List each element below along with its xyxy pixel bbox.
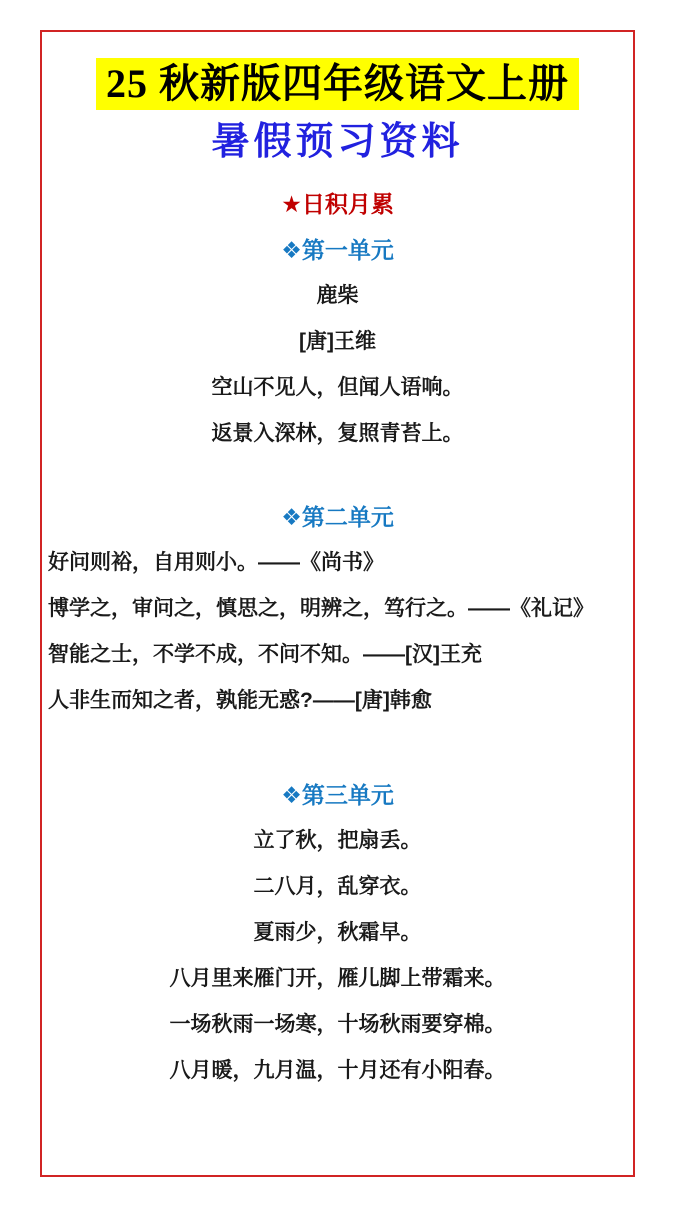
poem-author: [唐]王维 xyxy=(299,330,376,353)
diamond-icon: ❖ xyxy=(281,782,302,808)
quote-line: 博学之，审问之，慎思之，明辨之，笃行之。——《礼记》 xyxy=(48,597,594,620)
proverb-line: 八月里来雁门开，雁儿脚上带霜来。 xyxy=(169,967,506,990)
unit-3-heading-label: 第三单元 xyxy=(301,782,394,808)
unit-1 xyxy=(48,227,627,457)
page-title: 25 秋新版四年级语文上册 xyxy=(96,58,579,110)
diamond-icon: ❖ xyxy=(281,237,302,263)
proverb-line: 夏雨少，秋霜早。 xyxy=(253,921,422,944)
poem-line: 返景入深林，复照青苔上。 xyxy=(211,422,464,445)
title-row xyxy=(48,58,627,119)
star-icon: ★ xyxy=(281,191,302,217)
unit-1-heading xyxy=(48,227,627,273)
unit-2-heading-label: 第二单元 xyxy=(301,504,394,530)
page-content xyxy=(42,32,633,1175)
section-heading-label: 日积月累 xyxy=(301,191,394,217)
unit-1-heading-label: 第一单元 xyxy=(301,237,394,263)
diamond-icon: ❖ xyxy=(281,504,302,530)
unit-3-heading xyxy=(48,772,627,818)
proverb-line: 立了秋，把扇丢。 xyxy=(253,829,422,852)
unit-3 xyxy=(48,772,627,1094)
unit-2-heading xyxy=(48,494,627,540)
quote-line: 智能之士，不学不成，不问不知。——[汉]王充 xyxy=(48,643,482,666)
unit-2 xyxy=(48,494,627,724)
quote-line: 好问则裕，自用则小。——《尚书》 xyxy=(48,551,384,574)
page-border-frame xyxy=(40,30,635,1177)
section-heading xyxy=(48,181,627,227)
poem-title: 鹿柴 xyxy=(316,284,359,307)
proverb-line: 一场秋雨一场寒，十场秋雨要穿棉。 xyxy=(169,1013,506,1036)
proverb-line: 二八月，乱穿衣。 xyxy=(253,875,422,898)
page-subtitle: 暑假预习资料 xyxy=(211,121,464,163)
proverb-line: 八月暖，九月温，十月还有小阳春。 xyxy=(169,1059,506,1082)
poem-line: 空山不见人，但闻人语响。 xyxy=(211,376,464,399)
quote-line: 人非生而知之者，孰能无惑?——[唐]韩愈 xyxy=(48,689,432,712)
